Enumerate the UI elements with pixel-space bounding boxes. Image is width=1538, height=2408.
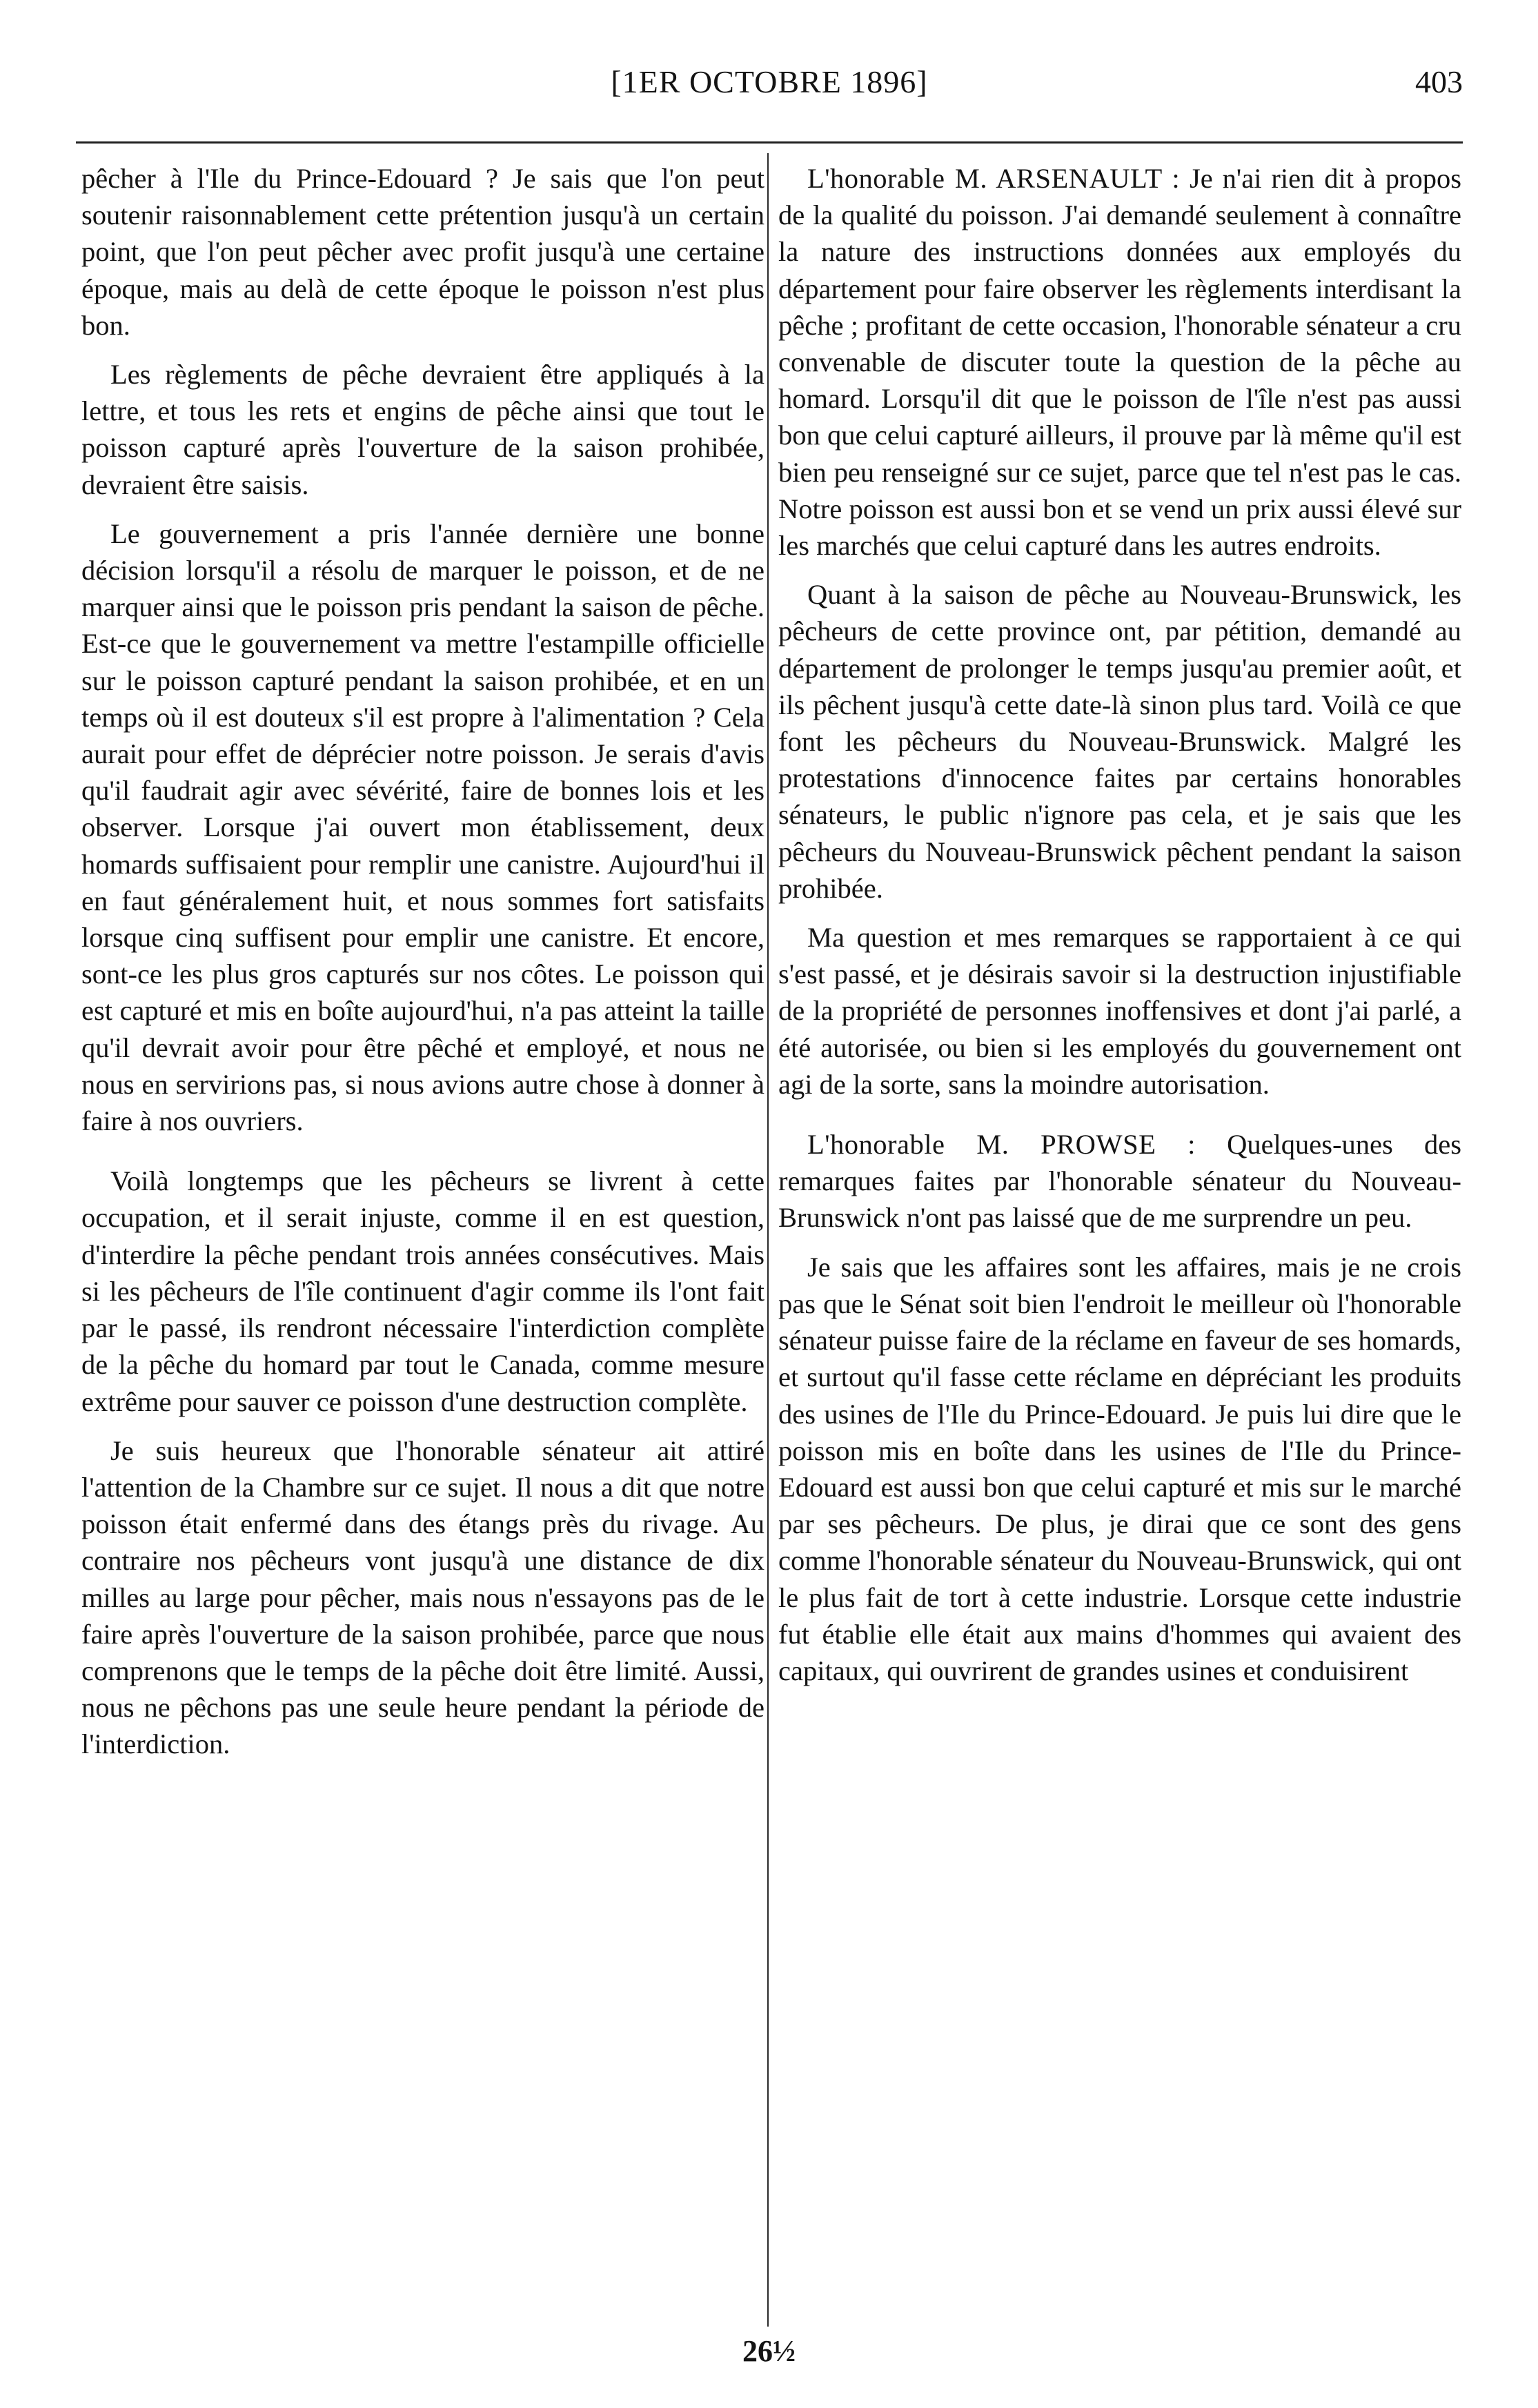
left-paragraph-1: pêcher à l'Ile du Prince-Edouard ? Je sais que l'on peut soutenir raisonnablement cette prétention jusqu'à un certain point, que l'on peut pêcher avec profit jusqu'à une certaine époque, mais au delà de cette époque le poisson n'est plus bon. xyxy=(81,163,765,341)
column-divider xyxy=(767,153,769,2327)
running-header xyxy=(76,63,1463,112)
speech-arsenault-opening xyxy=(778,160,1461,564)
header-rule xyxy=(76,141,1463,144)
left-paragraph-4: Voilà longtemps que les pêcheurs se livrent à cette occupation, et il serait injuste, comme il en est question, d'interdire la pêche pendant trois années consécutives. Mais si les pêcheurs de l'île continuent d'agir comme ils l'ont fait par le passé, ils rendront nécessaire l'interdiction complète de la pêche du homard par tout le Canada, comme mesure extrême pour sauver ce poisson d'une destruction complète. xyxy=(81,1165,765,1417)
speaker-prowse: L'honorable M. PROWSE : xyxy=(807,1129,1196,1161)
speaker-arsenault: L'honorable M. ARSENAULT : xyxy=(807,163,1181,194)
speech-prowse-paragraph-2: Je sais que les affaires sont les affaires, mais je ne crois pas que le Sénat soit bien l'endroit le meilleur où l'honorable sénateur puisse faire de la réclame en faveur de ses homards, et surtout qu'il fasse cette réclame en dépréciant les produits des usines de l'Ile du Prince-Edouard. Je puis lui dire que le poisson mis en boîte dans les usines de l'Ile du Prince-Edouard est aussi bon que celui capturé et mis sur le marché par ses pêcheurs. De plus, je dirai que ce sont des gens comme l'honorable sénateur du Nouveau-Brunswick, qui ont le plus fait de tort à cette industrie. Lorsque cette industrie fut établie elle était aux mains d'hommes qui avaient des capitaux, qui ouvrirent de grandes usines et conduisirent xyxy=(778,1251,1461,1686)
right-column xyxy=(778,160,1461,1701)
folio-mark: 26½ xyxy=(742,2334,796,2368)
speech-arsenault-paragraph-2: Quant à la saison de pêche au Nouveau-Brunswick, les pêcheurs de cette province ont, par pétition, demandé au département de prolonger le temps jusqu'au premier août, et ils pêchent jusqu'à cette date-là sinon plus tard. Voilà ce que font les pêcheurs du Nouveau-Brunswick. Malgré les protestations d'innocence faites par certains honorables sénateurs, le public n'ignore pas cela, et je sais que les pêcheurs du Nouveau-Brunswick pêchent pendant la saison prohibée. xyxy=(778,579,1461,904)
speech-arsenault-text: Je n'ai rien dit à propos de la qualité du poisson. J'ai demandé seulement à connaître la nature des instructions données aux employés du département pour faire observer les règlements interdisant la pêche ; profitant de cette occasion, l'honorable sénateur a cru convenable de discuter toute la question de la pêche au homard. Lorsqu'il dit que le poisson de l'île n'est pas aussi bon que celui capturé ailleurs, il prouve par là même qu'il est bien peu renseigné sur ce sujet, parce que tel n'est pas le cas. Notre poisson est aussi bon et se vend un prix aussi élevé sur les marchés que celui capturé dans les autres endroits. xyxy=(778,163,1461,562)
left-paragraph-2: Les règlements de pêche devraient être appliqués à la lettre, et tous les rets et engins de pêche ainsi que tout le poisson capturé après l'ouverture de la saison prohibée, devraient être saisis. xyxy=(81,359,765,500)
left-column xyxy=(81,160,765,1775)
speech-arsenault-paragraph-3: Ma question et mes remarques se rapportaient à ce qui s'est passé, et je désirais savoir si la destruction injustifiable de la propriété de personnes inoffensives et dont j'ai parlé, a été autorisée, ou bien si les employés du gouvernement ont agi de la sorte, sans la moindre autorisation. xyxy=(778,922,1461,1100)
speech-prowse-text: Quelques-unes des remarques faites par l'honorable sénateur du Nouveau-Brunswick n'ont pas laissé que de me surprendre un peu. xyxy=(778,1129,1461,1234)
left-paragraph-5: Je suis heureux que l'honorable sénateur ait attiré l'attention de la Chambre sur ce sujet. Il nous a dit que notre poisson était enfermé dans des étangs près du rivage. Au contraire nos pêcheurs vont jusqu'à une distance de dix milles au large pour pêcher, mais nous n'essayons pas de le faire après l'ouverture de la saison prohibée, parce que nous comprenons que le temps de la pêche doit être limité. Aussi, nous ne pêchons pas une seule heure pendant la période de l'interdiction. xyxy=(81,1434,765,1760)
left-paragraph-3: Le gouvernement a pris l'année dernière une bonne décision lorsqu'il a résolu de marquer le poisson, et de ne marquer ainsi que le poisson pris pendant la saison de pêche. Est-ce que le gouvernement va mettre l'estampille officielle sur le poisson capturé pendant la saison prohibée, et en un temps où il est douteux s'il est propre à l'alimentation ? Cela aurait pour effet de déprécier notre poisson. Je serais d'avis qu'il faudrait agir avec sévérité, faire de bonnes lois et les observer. Lorsque j'ai ouvert mon établissement, deux homards suffisaient pour remplir une canistre. Aujourd'hui il en faut généralement huit, et nous sommes fort satisfaits lorsque cinq suffisent pour emplir une canistre. Et encore, sont-ce les plus gros capturés sur nos côtes. Le poisson qui est capturé et mis en boîte aujourd'hui, n'a pas atteint la taille qu'il devrait avoir pour être pêché et employé, et nous ne nous en servirions pas, si nous avions autre chose à donner à faire à nos ouvriers. xyxy=(81,517,765,1137)
speech-prowse-opening xyxy=(778,1126,1461,1236)
header-date: [1ER OCTOBRE 1896] xyxy=(611,64,928,99)
page-number: 403 xyxy=(1415,64,1463,99)
